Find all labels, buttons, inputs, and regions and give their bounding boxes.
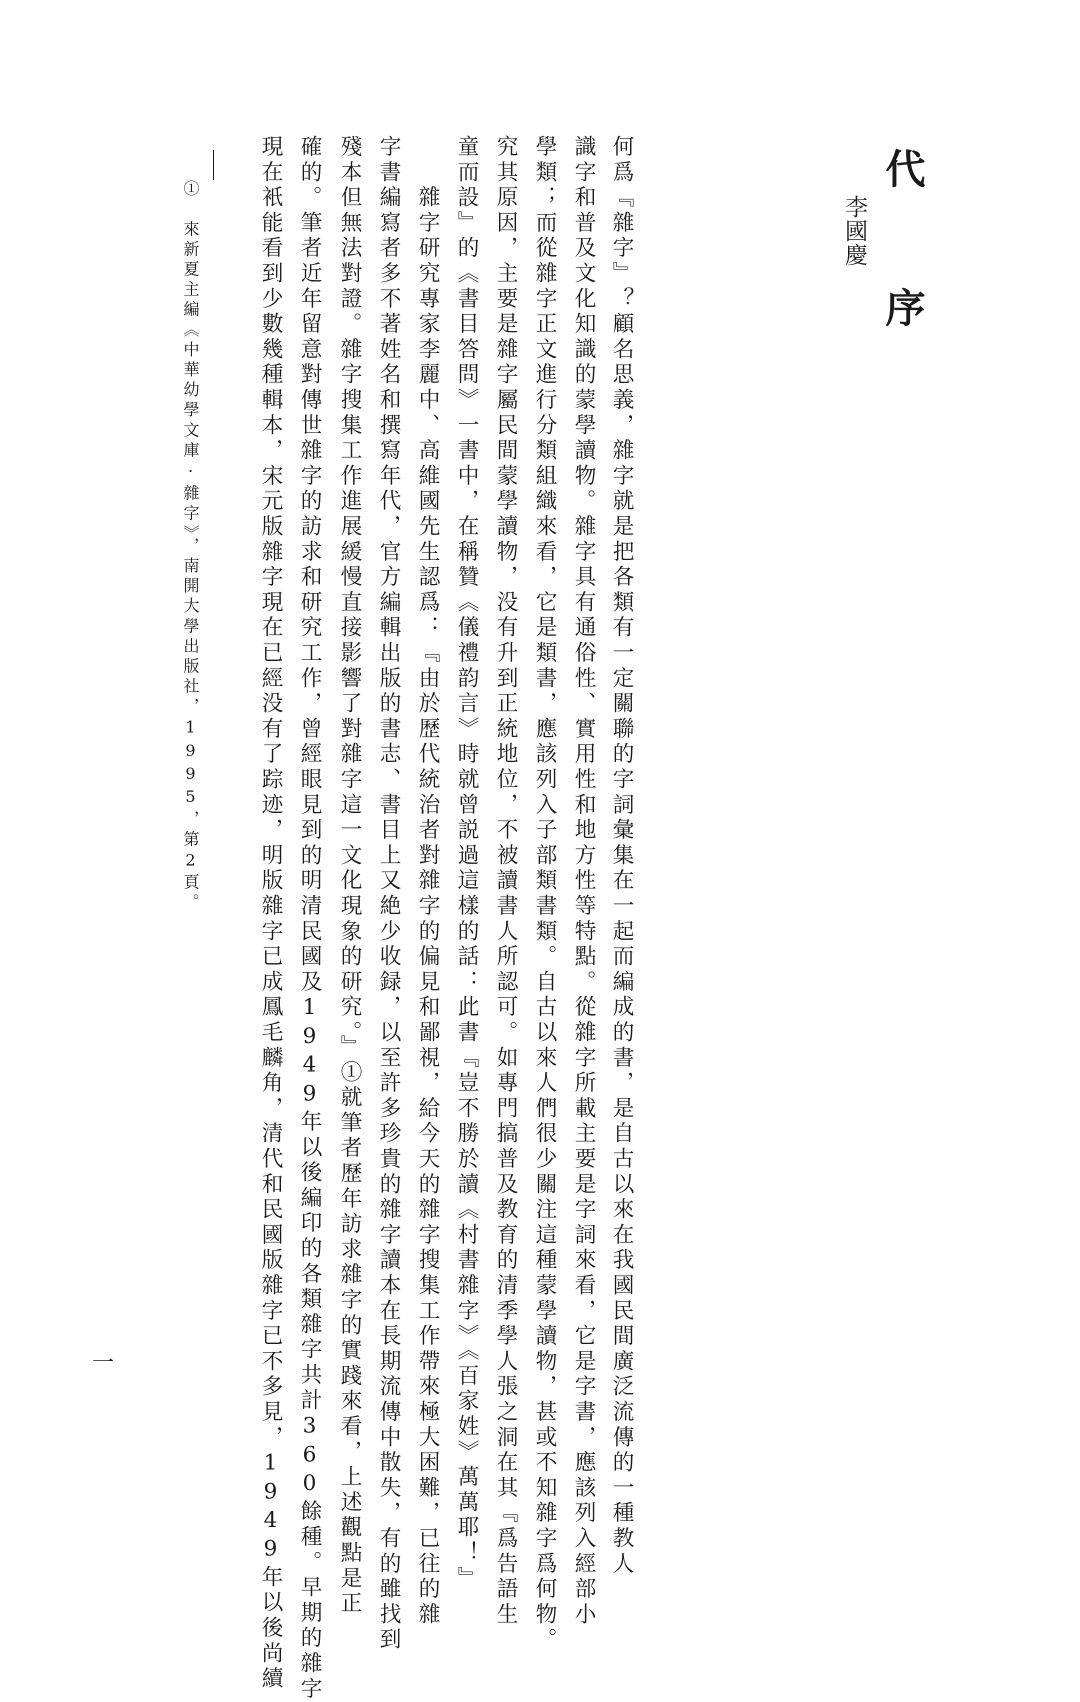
footnote: ① 來新夏主編《中華幼學文庫·雜字》，南開大學出版社，1995，第2頁。 xyxy=(181,180,200,914)
footnote-separator xyxy=(213,150,214,180)
author-name: 李國慶 xyxy=(841,195,867,267)
page-title: 代 序 xyxy=(879,148,926,353)
body-line: 童而設』的《書目答問》一書中，在稱贊《儀禮韵言》時就曾説過這樣的話：此書『豈不勝於讀《村書雜字》《百家姓》萬萬耶！』 xyxy=(454,135,479,1592)
body-line: 殘本但無法對證。雜字搜集工作進展緩慢直接影響了對雜字這一文化現象的研究。』①就筆者歷年訪求雜字的實踐來看，上述觀點是正 xyxy=(337,135,362,1617)
body-line: 確的。筆者近年留意對傳世雜字的訪求和研究工作，曾經眼見到的明清民國及1949年以後編印的各類雜字共計360餘種。早期的雜字 xyxy=(297,135,322,1702)
body-line: 現在衹能看到少數幾種輯本，宋元版雜字現在已經没有了踪迹，明版雜字已成鳳毛麟角，清代和民國版雜字已不多見，1949年以後尚續 xyxy=(258,135,283,1692)
body-line: 識字和普及文化知識的蒙學讀物。雜字具有通俗性、實用性和地方性等特點。從雜字所載主要是字詞來看，它是字書，應該列入經部小 xyxy=(571,135,596,1628)
body-line: 究其原因，主要是雜字屬民間蒙學讀物，没有升到正統地位，不被讀書人所認可。如專門搞普及教育的清季學人張之洞在其『爲告語生 xyxy=(493,135,518,1628)
body-line: 學類；而從雜字正文進行分類組織來看，它是類書，應該列入子部類書類。自古以來人們很少關注這種蒙學讀物，甚或不知雜字爲何物。 xyxy=(532,135,557,1653)
body-line: 何爲『雜字』？顧名思義，雜字就是把各類有一定關聯的字詞彙集在一起而編成的書，是自古以來在我國民間廣泛流傳的一種教人 xyxy=(609,135,634,1578)
page-number: 一 xyxy=(92,1351,115,1376)
body-line: 字書編寫者多不著姓名和撰寫年代，官方編輯出版的書志、書目上又絶少收録，以至許多珍貴的雜字讀本在長期流傳中散失，有的雖找到 xyxy=(376,135,401,1653)
body-line: 雜字研究專家李麗中、高維國先生認爲：『由於歷代統治者對雜字的偏見和鄙視，給今天的雜字搜集工作帶來極大困難，已往的雜 xyxy=(415,135,440,1628)
